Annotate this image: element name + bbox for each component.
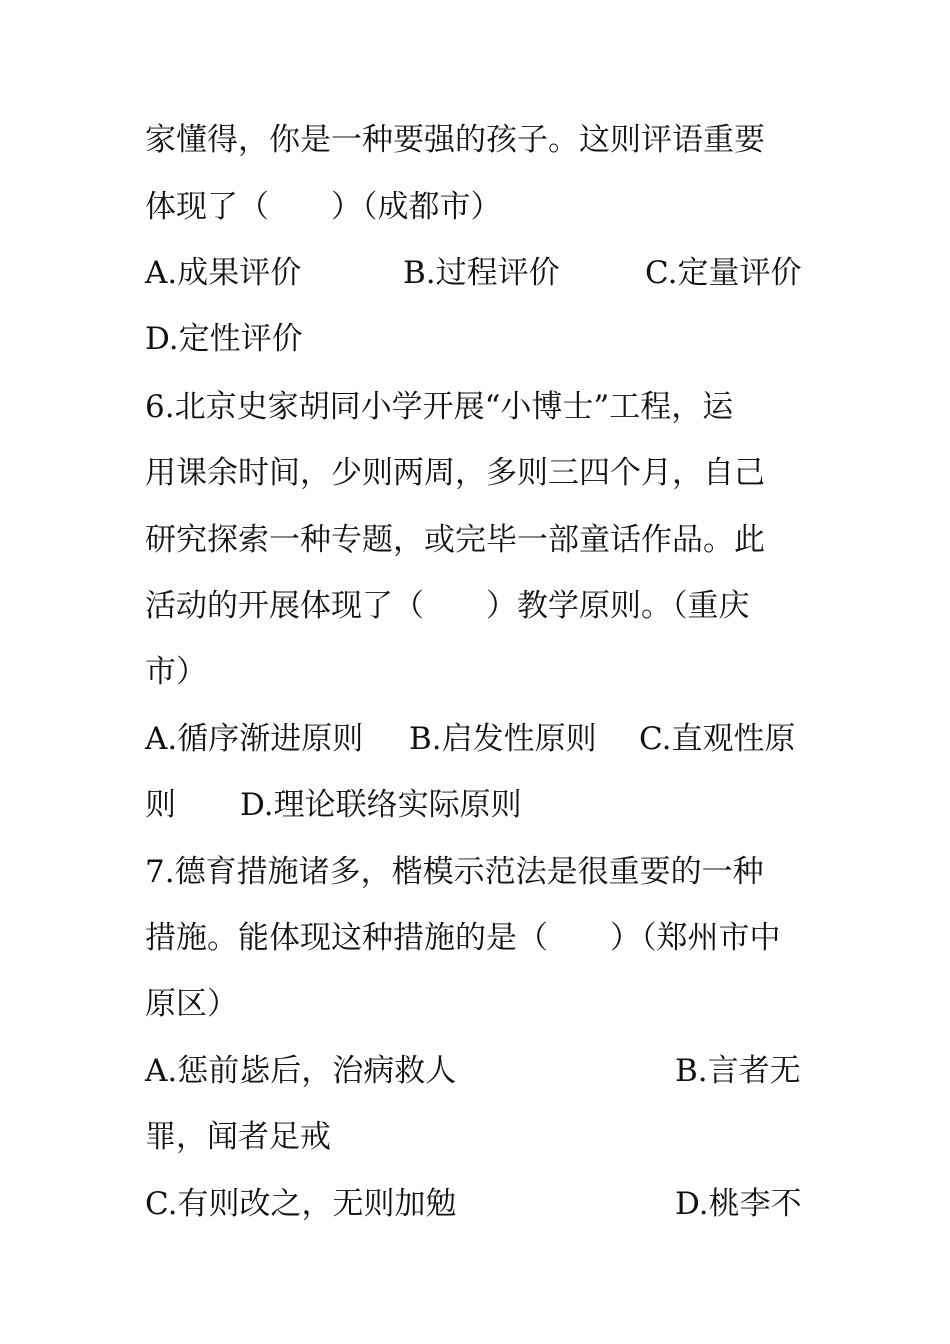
q6-option-a: A.循序渐进原则 xyxy=(145,721,364,757)
q6-option-c: C.直观性原 xyxy=(639,721,796,757)
q6-stem-line-4: 活动的开展体现了（ ）教学原则。（重庆 xyxy=(145,588,750,624)
q6-stem-line-3: 研究探索一种专题，或完毕一部童话作品。此 xyxy=(145,522,765,558)
q6-option-c-continued: 则 xyxy=(145,787,176,823)
q5-option-c: C.定量评价 xyxy=(645,255,802,291)
q5-option-a: A.成果评价 xyxy=(145,255,302,291)
q6-option-b: B.启发性原则 xyxy=(409,721,597,757)
q7-option-b-continued: 罪，闻者足戒 xyxy=(145,1119,331,1155)
q6-stem-line-2: 用课余时间，少则两周，多则三四个月，自己 xyxy=(145,455,765,491)
q6-stem-line-1: 6.北京史家胡同小学开展“小博士”工程，运 xyxy=(145,389,734,425)
q5-stem-line-1: 家懂得，你是一种要强的孩子。这则评语重要 xyxy=(145,122,765,158)
q7-option-d: D.桃李不 xyxy=(675,1186,802,1222)
q7-option-b: B.言者无 xyxy=(675,1053,801,1089)
q7-stem-line-3: 原区） xyxy=(145,986,238,1022)
q7-option-a: A.惩前毖后，治病救人 xyxy=(145,1053,457,1089)
q7-stem-line-1: 7.德育措施诸多，楷模示范法是很重要的一种 xyxy=(145,854,764,890)
q7-option-c: C.有则改之，无则加勉 xyxy=(145,1186,457,1222)
q6-option-d: D.理论联络实际原则 xyxy=(240,787,522,823)
q7-stem-line-2: 措施。能体现这种措施的是（ ）（郑州市中 xyxy=(145,920,781,956)
q5-stem-line-2: 体现了（ ）（成都市） xyxy=(145,189,502,225)
q5-option-d: D.定性评价 xyxy=(145,321,303,357)
q5-option-b: B.过程评价 xyxy=(403,255,560,291)
q6-stem-line-5: 市） xyxy=(145,654,207,690)
